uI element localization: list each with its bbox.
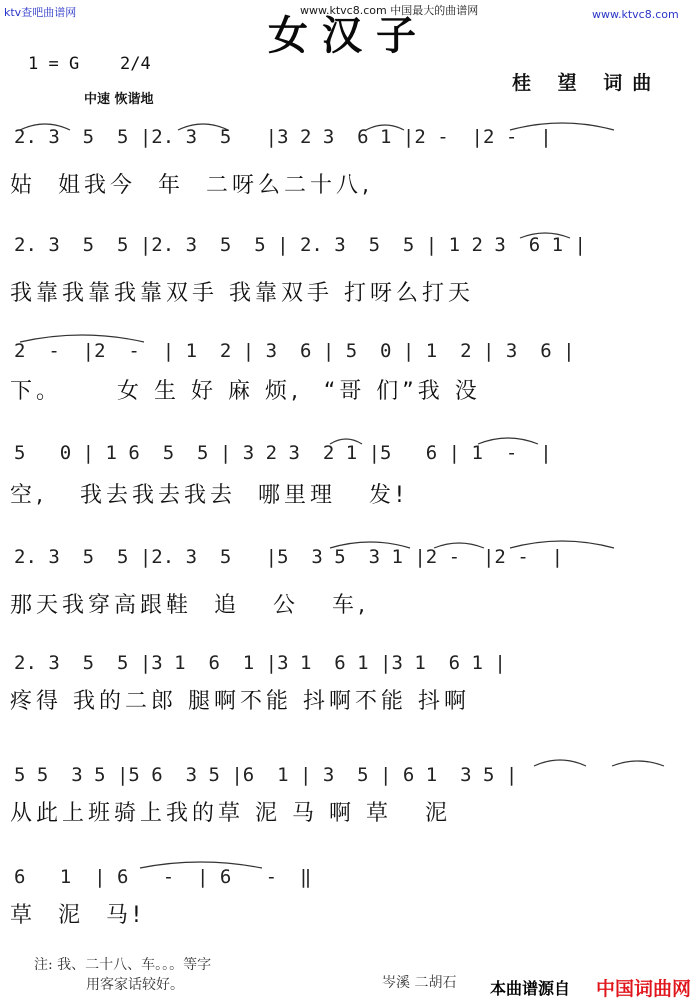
lyrics-row: 姑 姐我今 年 二呀么二十八,	[10, 173, 373, 198]
notes-row: 5 0 | 1 6 5 5 | 3 2 3 2 1 |5 6 | 1 - |	[14, 442, 552, 464]
footnote-credit: 岑溪 二胡石	[382, 975, 457, 991]
score-line-4	[0, 432, 698, 518]
score-line-3	[0, 330, 698, 416]
tempo-marking: 中速 恢谐地	[84, 92, 154, 107]
score-line-2	[0, 224, 698, 310]
notes-row: 2. 3 5 5 |3 1 6 1 |3 1 6 1 |3 1 6 1 |	[14, 652, 506, 674]
lyrics-row: 我靠我靠我靠双手 我靠双手 打呀么打天	[10, 281, 474, 306]
score-line-5	[0, 536, 698, 622]
song-title: 女汉子	[268, 12, 430, 59]
time-signature: 2/4	[120, 54, 151, 74]
brand-source-label: 本曲谱源自	[490, 979, 571, 998]
lyrics-row: 草 泥 马!	[10, 903, 145, 928]
lyrics-row: 下。 女 生 好 麻 烦, “哥 们”我 没	[10, 379, 481, 404]
notes-row: 5 5 3 5 |5 6 3 5 |6 1 | 3 5 | 6 1 3 5 |	[14, 764, 518, 786]
author-credit: 桂 望 词曲	[512, 72, 662, 94]
footnote-line-1: 注: 我、二十八、车。。。等字	[34, 957, 212, 973]
footnote-line-2: 用客家话较好。	[86, 977, 184, 993]
notes-row: 2. 3 5 5 |2. 3 5 |5 3 5 3 1 |2 - |2 - |	[14, 546, 564, 568]
lyrics-row: 那天我穿高跟鞋 追 公 车,	[10, 593, 369, 618]
watermark-top-right: www.ktvc8.com	[592, 8, 679, 21]
watermark-top-center: www.ktvc8.com 中国最大的曲谱网	[300, 4, 479, 17]
score-line-1	[0, 116, 698, 202]
watermark-top-left: ktv查吧曲谱网	[4, 6, 77, 19]
notes-row: 6 1 | 6 - | 6 - ‖	[14, 866, 312, 888]
notes-row: 2 - |2 - | 1 2 | 3 6 | 5 0 | 1 2 | 3 6 |	[14, 340, 575, 362]
notes-row: 2. 3 5 5 |2. 3 5 5 | 2. 3 5 5 | 1 2 3 6 1 |	[14, 234, 586, 256]
lyrics-row: 空, 我去我去我去 哪里理 发!	[10, 483, 408, 508]
brand-site-link[interactable]: 中国词曲网	[596, 978, 692, 1000]
lyrics-row: 疼得 我的二郎 腿啊不能 抖啊不能 抖啊	[10, 689, 470, 714]
score-line-6	[0, 642, 698, 728]
score-line-8	[0, 858, 698, 938]
notes-row: 2. 3 5 5 |2. 3 5 |3 2 3 6 1 |2 - |2 - |	[14, 126, 552, 148]
score-line-7	[0, 754, 698, 840]
key-signature: 1 = G	[28, 54, 80, 74]
lyrics-row: 从此上班骑上我的草 泥 马 啊 草 泥	[10, 801, 451, 826]
